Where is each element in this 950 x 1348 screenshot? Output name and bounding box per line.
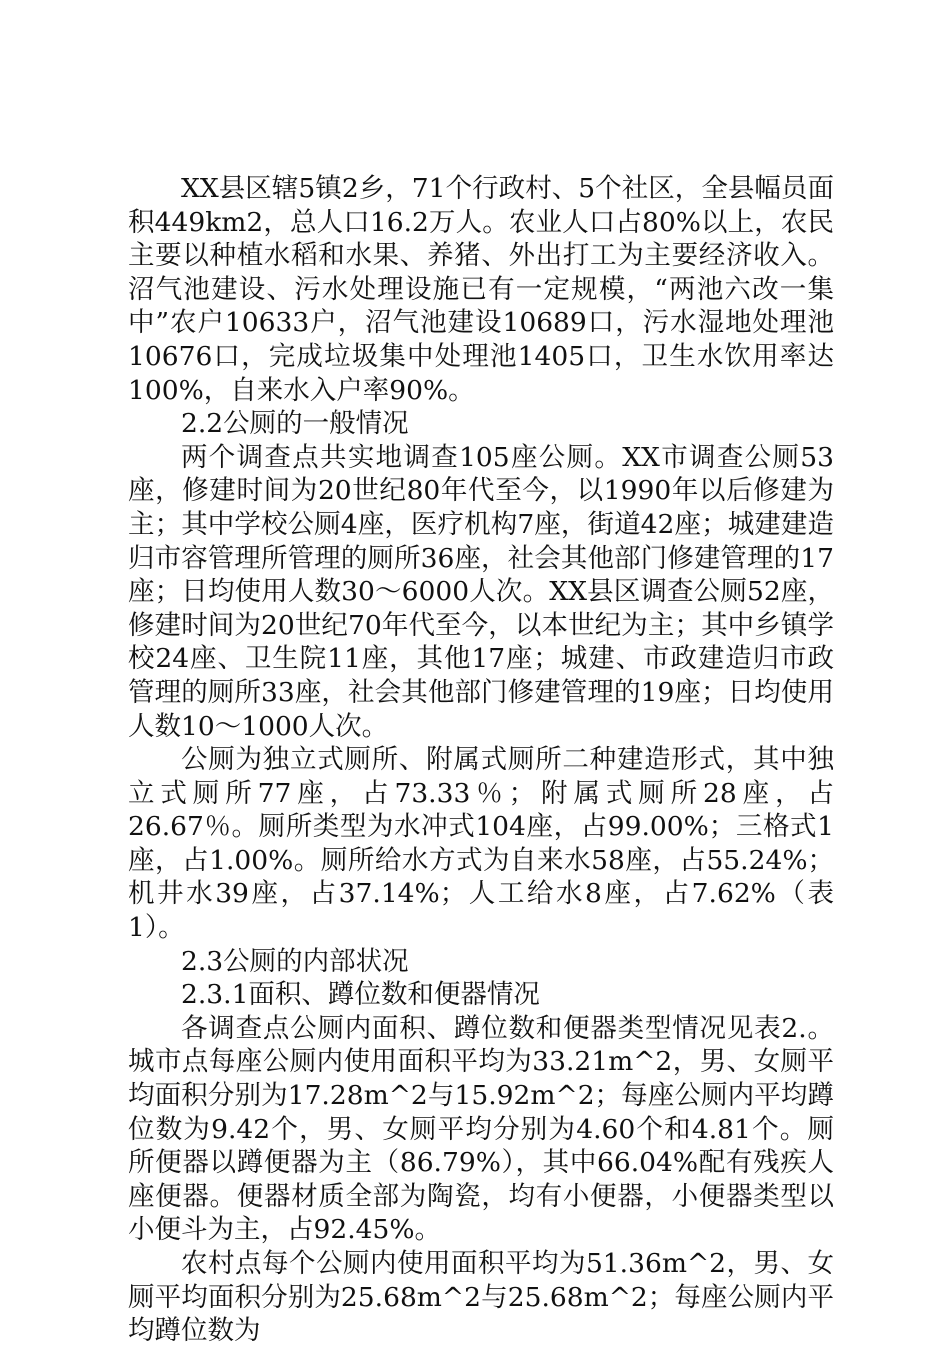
paragraph-toilet-types: 公厕为独立式厕所、附属式厕所二种建造形式，其中独立式厕所77座，占73.33％；附属式厕所28座，占26.67％。厕所类型为水冲式104座，占99.00%；三格式1座，占1.00%。厕所给水方式为自来水58座，占55.24%；机井水39座，占37.14%；人工给水8座，占7.62%（表1）。 (128, 744, 834, 944)
paragraph-rural-area-stats: 农村点每个公厕内使用面积平均为51.36m^2，男、女厕平均面积分别为25.68m^2与25.68m^2；每座公厕内平均蹲位数为 (128, 1248, 834, 1347)
paragraph-urban-area-stats: 各调查点公厕内面积、蹲位数和便器类型情况见表2.。城市点每座公厕内使用面积平均为33.21m^2，男、女厕平均面积分别为17.28m^2与15.92m^2；每座公厕内平均蹲位数为9.42个，男、女厕平均分别为4.60个和4.81个。厕所便器以蹲便器为主（86.79%），其中66.04%配有残疾人座便器。便器材质全部为陶瓷，均有小便器，小便器类型以小便斗为主，占92.45%。 (128, 1012, 834, 1246)
section-heading-2-2: 2.2公厕的一般情况 (181, 408, 409, 440)
paragraph-survey-overview: 两个调查点共实地调查105座公厕。XX市调查公厕53座，修建时间为20世纪80年代至今，以1990年以后修建为主；其中学校公厕4座，医疗机构7座，街道42座；城建建造归市容管理所管理的厕所36座，社会其他部门修建管理的17座；日均使用人数30～6000人次。XX县区调查公厕52座，修建时间为20世纪70年代至今，以本世纪为主；其中乡镇学校24座、卫生院11座，其他17座；城建、市政建造归市政管理的厕所33座，社会其他部门修建管理的19座；日均使用人数10～1000人次。 (128, 441, 834, 742)
section-heading-2-3: 2.3公厕的内部状况 (181, 945, 409, 977)
document-body (128, 172, 834, 1348)
paragraph-county-overview: XX县区辖5镇2乡，71个行政村、5个社区，全县幅员面积449km2，总人口16.2万人。农业人口占80%以上，农民主要以种植水稻和水果、养猪、外出打工为主要经济收入。沼气池建设、污水处理设施已有一定规模，“两池六改一集中”农户10633户，沼气池建设10689口，污水湿地处理池10676口，完成垃圾集中处理池1405口，卫生水饮用率达100%，自来水入户率90%。 (128, 173, 834, 406)
section-heading-2-3-1: 2.3.1面积、蹲位数和便器情况 (181, 979, 540, 1011)
